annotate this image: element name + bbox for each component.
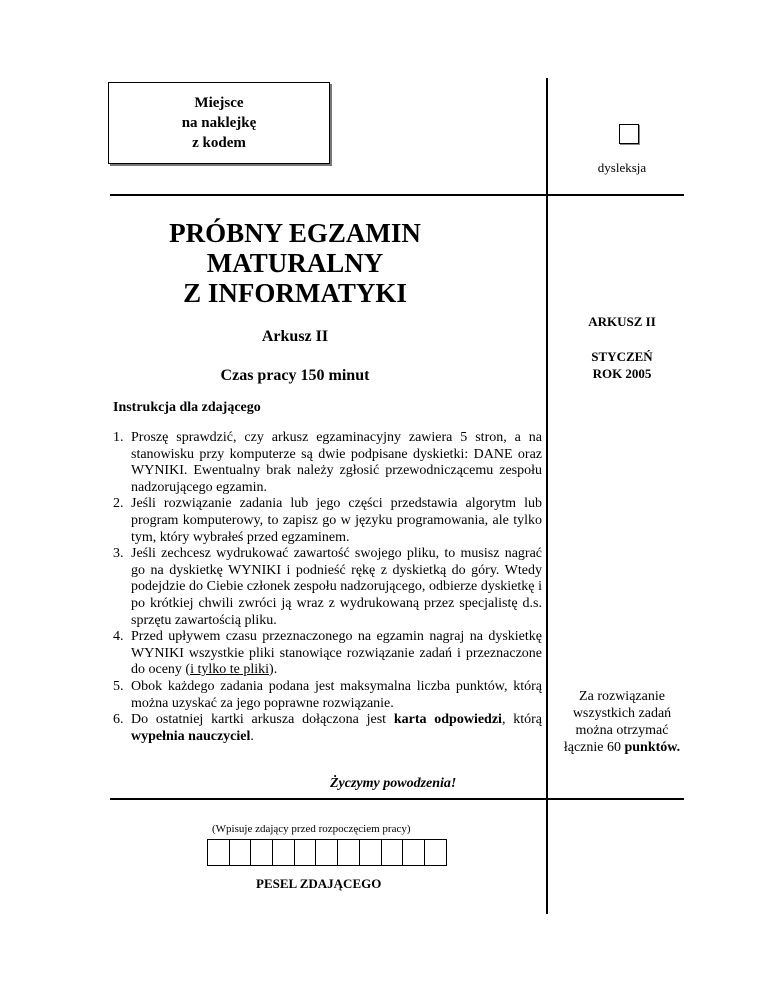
points-note-line-4 (556, 739, 688, 756)
instruction-text: ). (269, 662, 278, 678)
points-note (556, 688, 688, 756)
pesel-note: (Wpisuje zdający przed rozpoczęciem pracy) (212, 823, 411, 835)
pesel-digit-box[interactable] (207, 839, 230, 866)
instruction-number: 2. (113, 496, 124, 512)
points-note-suffix: . (676, 740, 681, 755)
right-month-label: STYCZEŃ (591, 349, 653, 364)
title-line-3: Z INFORMATYKI (183, 278, 407, 308)
pesel-digit-box[interactable] (229, 839, 252, 866)
pesel-digit-box[interactable] (250, 839, 273, 866)
instruction-number: 4. (113, 629, 124, 645)
instruction-item (113, 496, 542, 546)
points-note-prefix: łącznie 60 (563, 740, 625, 755)
instruction-item (113, 430, 542, 496)
instruction-text-underlined: i tylko te pliki (190, 662, 270, 678)
barcode-sticker-box (108, 82, 330, 164)
instruction-number: 6. (113, 712, 124, 728)
pesel-digit-box[interactable] (337, 839, 360, 866)
instruction-item (113, 629, 542, 679)
pesel-label: PESEL ZDAJĄCEGO (256, 876, 382, 891)
instruction-text: Obok każdego zadania podana jest maksymalna liczba punktów, którą można uzyskać za jego poprawne rozwiązanie. (131, 678, 542, 711)
dyslexia-checkbox[interactable] (619, 124, 639, 144)
pesel-digit-box[interactable] (381, 839, 404, 866)
sheet-label: Arkusz II (261, 328, 329, 345)
points-note-bold: punktów (624, 740, 677, 755)
points-note-line-1: Za rozwiązanie (579, 689, 665, 704)
instruction-item (113, 712, 542, 745)
pesel-digit-box[interactable] (272, 839, 295, 866)
instruction-text: Jeśli rozwiązanie zadania lub jego części przedstawia algorytm lub program komputerowy, to zapisz go w języku programowania, ale tylko tym, który wybrałeś przed egzaminem. (131, 496, 542, 545)
instruction-text: Jeśli zechcesz wydrukować zawartość swojego pliku, to musisz nagrać go na dyskietkę WYNIKI i podnieść rękę z dyskietką do góry. Wtedy podejdzie do Ciebie członek zespołu nadzorującego, odbierze dyskietkę i po krótkiej chwili zwróci ją wraz z wydrukowaną przez specjalistę d.s. sprzętu zawartością pliku. (131, 546, 542, 628)
instruction-number: 3. (113, 546, 124, 562)
pesel-digit-box[interactable] (402, 839, 425, 866)
sticker-line-2: na naklejkę (181, 115, 257, 131)
pesel-digit-box[interactable] (359, 839, 382, 866)
sticker-line-3: z kodem (192, 135, 246, 151)
right-sheet-label: ARKUSZ II (588, 314, 656, 329)
instruction-text: Proszę sprawdzić, czy arkusz egzaminacyjny zawiera 5 stron, a na stanowisku przy komputerze są dwie podpisane dyskietki: DANE oraz WYNIKI. Ewentualny brak należy zgłosić przewodniczącemu zespołu nadzorującego egzamin. (131, 430, 542, 495)
pesel-digit-box[interactable] (294, 839, 317, 866)
instruction-text-bold: karta odpowiedzi (393, 712, 502, 728)
horizontal-divider-bottom (110, 798, 684, 800)
instructions-list (113, 430, 542, 745)
dyslexia-label: dysleksja (597, 160, 647, 175)
good-luck-wish: Życzymy powodzenia! (330, 776, 457, 791)
instruction-text: Przed upływem czasu przeznaczonego na egzamin nagraj na dyskietkę WYNIKI wszystkie pliki stanowiące rozwiązanie zadań i przeznaczone do oceny ( (131, 629, 542, 678)
instructions-heading: Instrukcja dla zdającego (113, 400, 261, 415)
instruction-number: 5. (113, 678, 124, 694)
instruction-item (113, 679, 542, 712)
title-line-1: PRÓBNY EGZAMIN (169, 218, 421, 248)
points-note-line-3: można otrzymać (575, 723, 669, 738)
pesel-input-boxes[interactable] (208, 839, 447, 866)
vertical-divider (546, 78, 548, 914)
duration-label: Czas pracy 150 minut (220, 367, 370, 384)
right-year-label: ROK 2005 (592, 366, 652, 381)
instruction-number: 1. (113, 430, 124, 445)
points-note-line-2: wszystkich zadań (572, 706, 672, 721)
exam-title (150, 218, 440, 308)
instruction-text-bold: wypełnia nauczyciel (131, 728, 251, 744)
pesel-digit-box[interactable] (424, 839, 447, 866)
instruction-item (113, 546, 542, 629)
instruction-text: , którą (501, 712, 542, 728)
instruction-text: Do ostatniej kartki arkusza dołączona jest (131, 712, 394, 728)
instruction-text: . (250, 728, 254, 744)
title-line-2: MATURALNY (206, 248, 384, 278)
pesel-digit-box[interactable] (315, 839, 338, 866)
horizontal-divider-top (110, 194, 684, 196)
sticker-line-1: Miejsce (194, 95, 244, 111)
